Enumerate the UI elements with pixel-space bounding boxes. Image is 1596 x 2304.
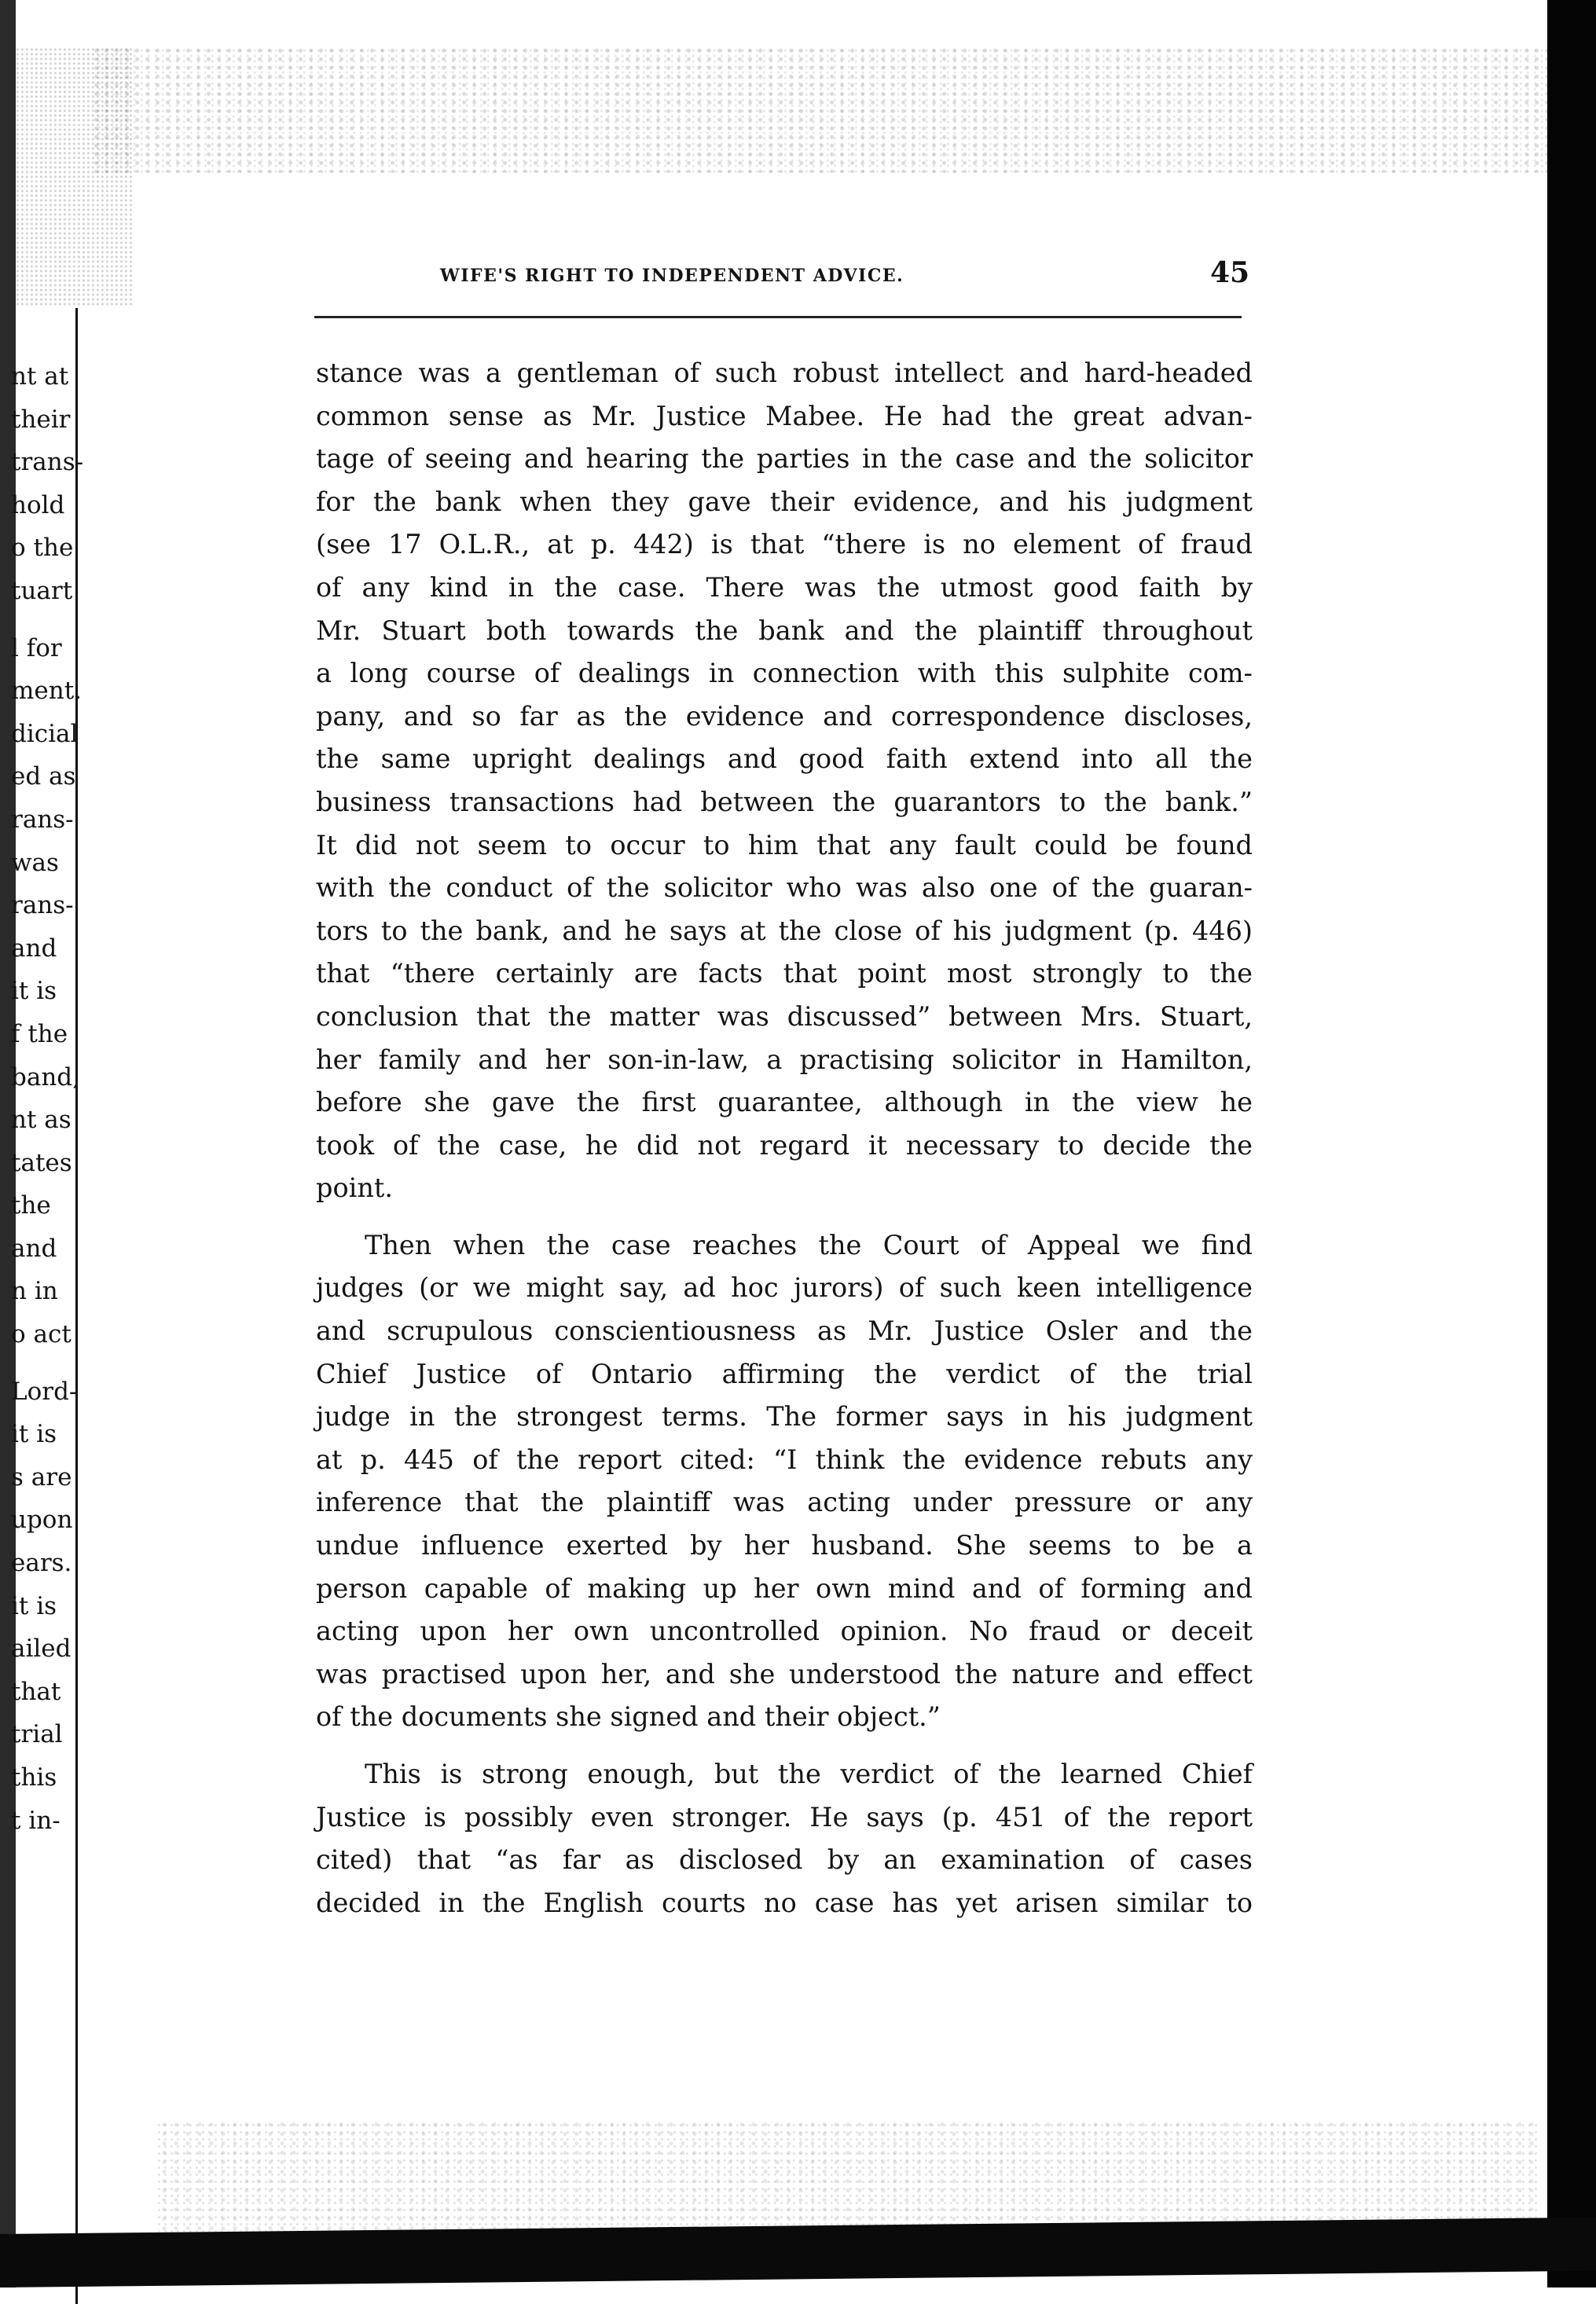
body-line: inference that the plaintiff was acting under pressure or any <box>316 1487 1253 1518</box>
body-line: stance was a gentleman of such robust intellect and hard-headed <box>316 358 1253 388</box>
body-line: with the conduct of the solicitor who was also one of the guaran- <box>316 872 1253 904</box>
previous-page-fragment: trial <box>11 1720 63 1749</box>
body-line: and scrupulous conscientiousness as Mr. Justice Osler and the <box>316 1315 1253 1347</box>
body-line: business transactions had between the guarantors to the bank.” <box>316 786 1253 817</box>
body-line: decided in the English courts no case has yet arisen similar to <box>316 1887 1253 1918</box>
body-line: It did not seem to occur to him that any fault could be found <box>316 829 1253 860</box>
body-line: was practised upon her, and she understood the nature and effect <box>316 1658 1253 1689</box>
body-paragraph <box>316 1753 1253 1924</box>
scan-right-edge <box>1547 0 1596 2287</box>
previous-page-fragment: rans- <box>11 891 74 920</box>
body-line: a long course of dealings in connection with this sulphite com- <box>316 658 1253 689</box>
previous-page-fragment: ears. <box>11 1549 72 1578</box>
previous-page-fragment: ed as <box>11 762 76 791</box>
previous-page-fragment: it is <box>11 977 57 1006</box>
page-number: 45 <box>1210 256 1250 289</box>
header-rule <box>314 316 1242 318</box>
previous-page-fragment: rans- <box>11 805 74 834</box>
previous-page-fragment: tuart <box>11 576 73 605</box>
body-line: point. <box>316 1172 394 1204</box>
body-line: before she gave the first guarantee, although in the view he <box>316 1087 1253 1118</box>
previous-page-fragment: tates <box>11 1148 72 1177</box>
previous-page-fragment: band, <box>11 1062 80 1091</box>
body-line: acting upon her own uncontrolled opinion. No fraud or deceit <box>316 1616 1253 1647</box>
body-line: judges (or we might say, ad hoc jurors) of such keen intelligence <box>316 1272 1253 1304</box>
previous-page-fragment: the <box>11 1191 51 1220</box>
body-line: for the bank when they gave their evidence, and his judgment <box>316 486 1253 517</box>
previous-page-fragment: nt as <box>11 1106 72 1135</box>
page-body-text <box>316 352 1253 1924</box>
previous-page-fragment: s are <box>11 1462 72 1491</box>
body-line: This is strong enough, but the verdict of the learned Chief <box>365 1759 1253 1789</box>
previous-page-fragment: and <box>11 934 57 963</box>
body-line: conclusion that the matter was discussed” between Mrs. Stuart, <box>316 1000 1253 1032</box>
body-line: her family and her son-in-law, a practising solicitor in Hamilton, <box>316 1044 1253 1075</box>
previous-page-fragment: and <box>11 1234 57 1263</box>
previous-page-fragment: Lord- <box>11 1377 78 1406</box>
previous-page-fragment: their <box>11 405 71 434</box>
body-line: pany, and so far as the evidence and correspondence discloses, <box>316 700 1253 732</box>
body-line: tors to the bank, and he says at the close of his judgment (p. 446) <box>316 915 1253 946</box>
previous-page-fragment: trans- <box>11 448 84 477</box>
body-line: at p. 445 of the report cited: “I think the evidence rebuts any <box>316 1444 1253 1475</box>
previous-page-fragment: it is <box>11 1420 57 1449</box>
body-line: Chief Justice of Ontario affirming the verdict of the trial <box>316 1358 1253 1389</box>
body-line: the same upright dealings and good faith extend into all the <box>316 743 1253 775</box>
previous-page-fragment: nt at <box>11 362 69 391</box>
previous-page-fragment: hold <box>11 490 65 519</box>
previous-page-fragment: n in <box>11 1277 58 1306</box>
body-paragraph <box>316 1224 1253 1739</box>
body-line: judge in the strongest terms. The former says in his judgment <box>316 1401 1253 1433</box>
body-line: Mr. Stuart both towards the bank and the plaintiff throughout <box>316 615 1253 646</box>
body-line: (see 17 O.L.R., at p. 442) is that “there is no element of fraud <box>316 529 1253 560</box>
body-line: common sense as Mr. Justice Mabee. He had the great advan- <box>316 400 1253 431</box>
body-line: cited) that “as far as disclosed by an examination of cases <box>316 1844 1253 1876</box>
body-line: Justice is possibly even stronger. He says (p. 451 of the report <box>316 1801 1253 1833</box>
body-line: person capable of making up her own mind and of forming and <box>316 1572 1253 1604</box>
previous-page-fragment: o act <box>11 1320 72 1349</box>
body-line: tage of seeing and hearing the parties in the case and the solicitor <box>316 443 1253 475</box>
previous-page-fragment: upon <box>11 1506 73 1535</box>
previous-page-fragment: this <box>11 1763 57 1792</box>
body-line: of the documents she signed and their object.” <box>316 1701 941 1733</box>
previous-page-fragment: was <box>11 848 59 877</box>
previous-page-fragment: that <box>11 1677 61 1706</box>
scan-noise-top <box>94 47 1548 173</box>
previous-page-fragment: o the <box>11 534 74 563</box>
previous-page-fragment: f the <box>11 1019 68 1048</box>
body-paragraph <box>316 352 1253 1210</box>
body-line: that “there certainly are facts that point most strongly to the <box>316 958 1253 989</box>
running-head: WIFE'S RIGHT TO INDEPENDENT ADVICE. <box>440 266 904 286</box>
previous-page-fragment: ailed <box>11 1634 72 1664</box>
previous-page-fragment-column <box>11 355 137 1842</box>
body-line: took of the case, he did not regard it necessary to decide the <box>316 1129 1253 1161</box>
previous-page-fragment: ment. <box>11 677 83 706</box>
previous-page-fragment: it is <box>11 1591 57 1620</box>
body-line: Then when the case reaches the Court of Appeal we find <box>365 1229 1253 1260</box>
body-line: undue influence exerted by her husband. She seems to be a <box>316 1530 1253 1561</box>
body-line: of any kind in the case. There was the utmost good faith by <box>316 571 1253 603</box>
previous-page-fragment: dicial <box>11 719 79 748</box>
previous-page-fragment: t in- <box>11 1806 61 1835</box>
previous-page-fragment: l for <box>11 633 62 662</box>
